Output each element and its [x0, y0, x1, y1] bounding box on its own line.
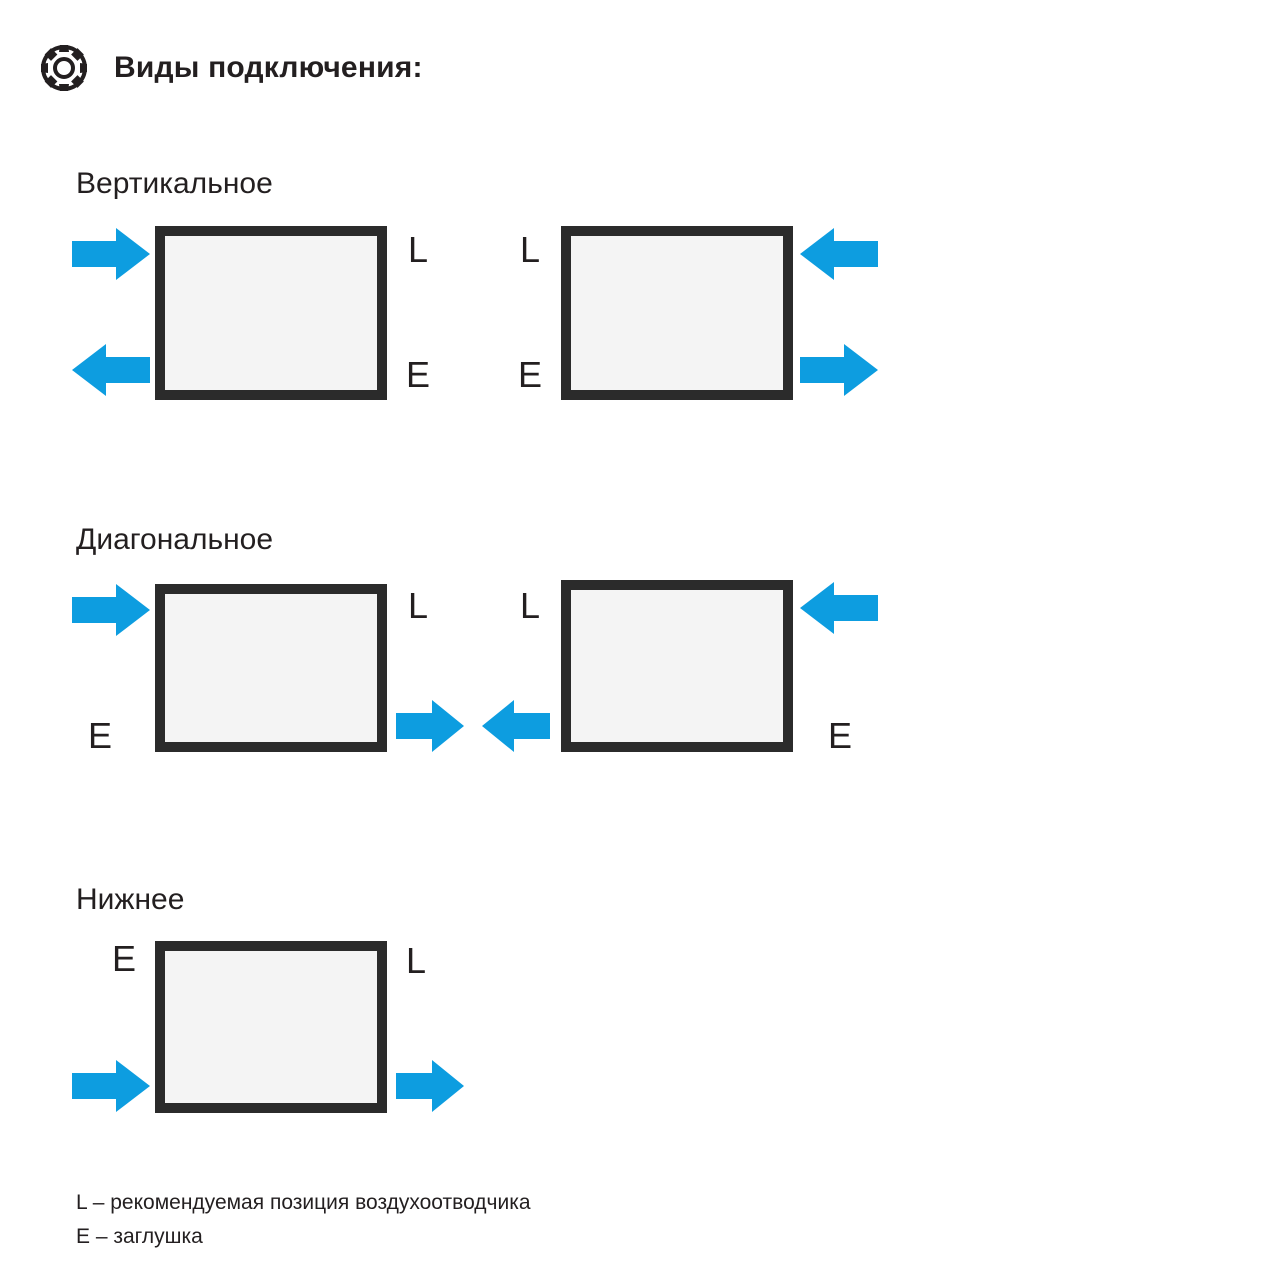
- radiator-diagonal-right: [561, 580, 793, 752]
- section-title-vertical: Вертикальное: [76, 167, 273, 200]
- label-bottom-L: L: [406, 940, 427, 981]
- section-title-diagonal: Диагональное: [76, 523, 274, 556]
- legend-line-E: E – заглушка: [76, 1225, 203, 1248]
- arrow-out-vertical-left-bottom: [72, 344, 150, 396]
- label-vertical-right-L: L: [520, 229, 541, 270]
- arrow-in-diagonal-right-top: [800, 582, 878, 634]
- page-title: Виды подключения:: [114, 51, 423, 84]
- legend-line-L: L – рекомендуемая позиция воздухоотводчика: [76, 1191, 531, 1214]
- arrow-out-bottom-right: [396, 1060, 464, 1112]
- arrow-in-vertical-right-top: [800, 228, 878, 280]
- arrow-out-vertical-right-bottom: [800, 344, 878, 396]
- label-diagonal-right-L: L: [520, 585, 541, 626]
- section-title-bottom: Нижнее: [76, 883, 185, 916]
- arrow-in-vertical-left-top: [72, 228, 150, 280]
- arrow-out-diagonal-left-bottom: [396, 700, 464, 752]
- label-bottom-E: E: [112, 938, 137, 979]
- label-vertical-left-E: E: [406, 354, 431, 395]
- radiator-vertical-left: [155, 226, 387, 400]
- label-vertical-left-L: L: [408, 229, 429, 270]
- radiator-vertical-right: [561, 226, 793, 400]
- arrow-out-diagonal-right-bottom: [482, 700, 550, 752]
- arrow-in-bottom-left: [72, 1060, 150, 1112]
- arrow-in-diagonal-left-top: [72, 584, 150, 636]
- label-diagonal-left-E: E: [88, 715, 113, 756]
- label-vertical-right-E: E: [518, 354, 543, 395]
- page-header: [36, 40, 423, 96]
- legend: [76, 1186, 531, 1254]
- gear-icon: [36, 40, 92, 96]
- radiator-bottom: [155, 941, 387, 1113]
- label-diagonal-right-E: E: [828, 715, 853, 756]
- label-diagonal-left-L: L: [408, 585, 429, 626]
- radiator-diagonal-left: [155, 584, 387, 752]
